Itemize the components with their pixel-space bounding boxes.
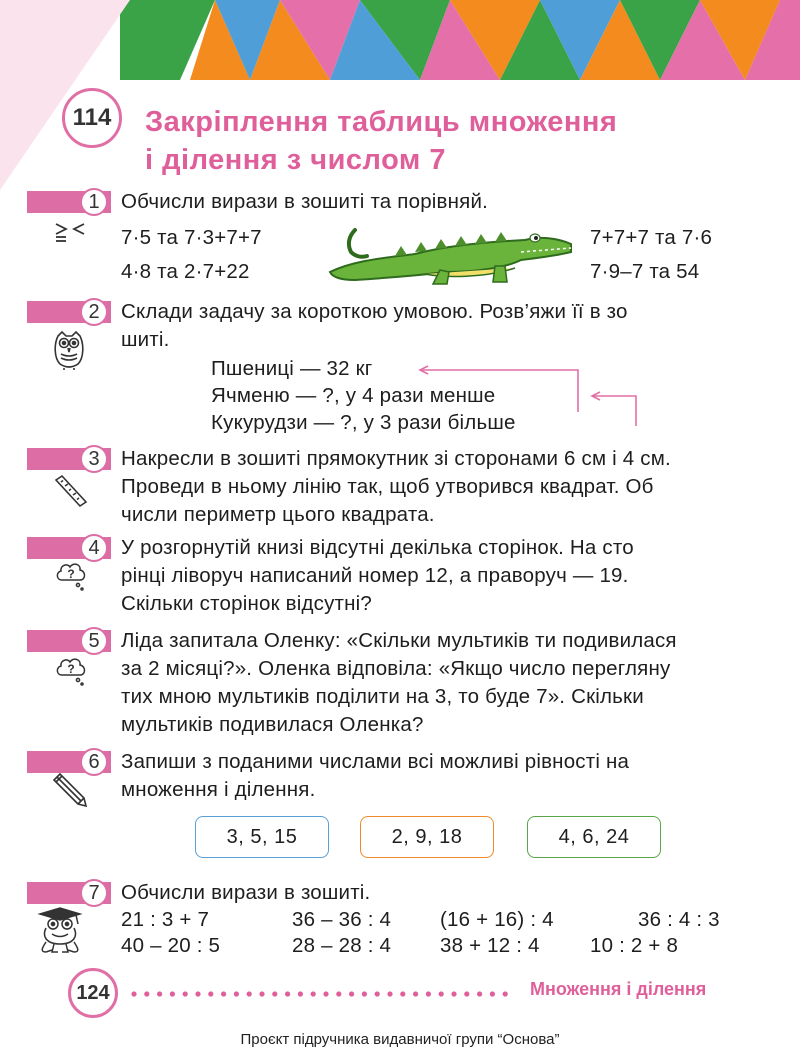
expression: 21 : 3 + 7 <box>121 908 210 931</box>
dotted-leader <box>130 990 515 998</box>
task-number: 3 <box>80 445 108 473</box>
page-number: 124 <box>68 968 118 1018</box>
task-number: 5 <box>80 627 108 655</box>
owl-icon <box>50 328 88 370</box>
condition-line: Кукурудзи — ?, у 3 рази більше <box>211 411 516 434</box>
task-number: 6 <box>80 748 108 776</box>
expression: 7·5 та 7·3+7+7 <box>121 226 262 249</box>
task-text: Обчисли вирази в зошиті. <box>121 881 371 904</box>
expression: 36 – 36 : 4 <box>292 908 392 931</box>
task-text: Накресли в зошиті прямокутник зі сторонами 6 см і 4 см. <box>121 447 671 470</box>
task-text: Ліда запитала Оленку: «Скільки мультиків ти подивилася <box>121 629 677 652</box>
expression: 38 + 12 : 4 <box>440 934 540 957</box>
expression: 7+7+7 та 7·6 <box>590 226 713 249</box>
relation-arrows <box>410 360 640 430</box>
question-cloud-icon <box>54 655 88 687</box>
task-number: 7 <box>80 879 108 907</box>
expression: 4·8 та 2·7+22 <box>121 260 250 283</box>
task-text: рінці ліворуч написаний номер 12, а праворуч — 19. <box>121 564 629 587</box>
number-set-box: 4, 6, 24 <box>527 816 661 858</box>
expression: 7·9–7 та 54 <box>590 260 700 283</box>
crocodile-illustration <box>325 222 575 288</box>
expression: 28 – 28 : 4 <box>292 934 392 957</box>
task-text: за 2 місяці?». Оленка відповіла: «Якщо число перегляну <box>121 657 671 680</box>
question-cloud-icon <box>54 560 88 592</box>
expression: (16 + 16) : 4 <box>440 908 554 931</box>
expression: 10 : 2 + 8 <box>590 934 679 957</box>
expression: 36 : 4 : 3 <box>638 908 720 931</box>
svg-text:?: ? <box>67 662 75 676</box>
condition-line: Ячменю — ?, у 4 рази менше <box>211 384 496 407</box>
lesson-number: 114 <box>62 88 122 148</box>
section-label: Множення і ділення <box>530 979 707 999</box>
lesson-title <box>145 103 705 179</box>
task-text: мультиків подивилася Оленка? <box>121 713 424 736</box>
task-text: шиті. <box>121 328 170 351</box>
svg-text:?: ? <box>67 567 75 581</box>
task-text: Склади задачу за короткою умовою. Розв’яжи її в зо <box>121 300 628 323</box>
task-number: 1 <box>80 188 108 216</box>
compare-signs-icon <box>52 220 88 246</box>
task-text: числи периметр цього квадрата. <box>121 503 435 526</box>
project-note: Проєкт підручника видавничої групи “Основа” <box>240 1031 560 1048</box>
frog-graduate-icon <box>36 906 90 956</box>
task-number: 4 <box>80 534 108 562</box>
number-set-box: 3, 5, 15 <box>195 816 329 858</box>
condition-line: Пшениці — 32 кг <box>211 357 373 380</box>
lesson-title-line2: і ділення з числом 7 <box>145 144 447 176</box>
expression: 40 – 20 : 5 <box>121 934 221 957</box>
task-number: 2 <box>80 298 108 326</box>
task-text: Скільки сторінок відсутні? <box>121 592 373 615</box>
task-text: Проведи в ньому лінію так, щоб утворився квадрат. Об <box>121 475 654 498</box>
task-text: Обчисли вирази в зошиті та порівняй. <box>121 190 489 213</box>
task-text: Запиши з поданими числами всі можливі рівності на <box>121 750 630 773</box>
ruler-icon <box>50 474 90 510</box>
task-text: У розгорнутій книзі відсутні декілька сторінок. На сто <box>121 536 634 559</box>
pencil-icon <box>50 772 90 808</box>
number-set-box: 2, 9, 18 <box>360 816 494 858</box>
lesson-title-line1: Закріплення таблиць множення <box>145 106 618 138</box>
task-text: множення і ділення. <box>121 778 316 801</box>
task-text: тих мною мультиків поділити на 3, то буде 7». Скільки <box>121 685 644 708</box>
